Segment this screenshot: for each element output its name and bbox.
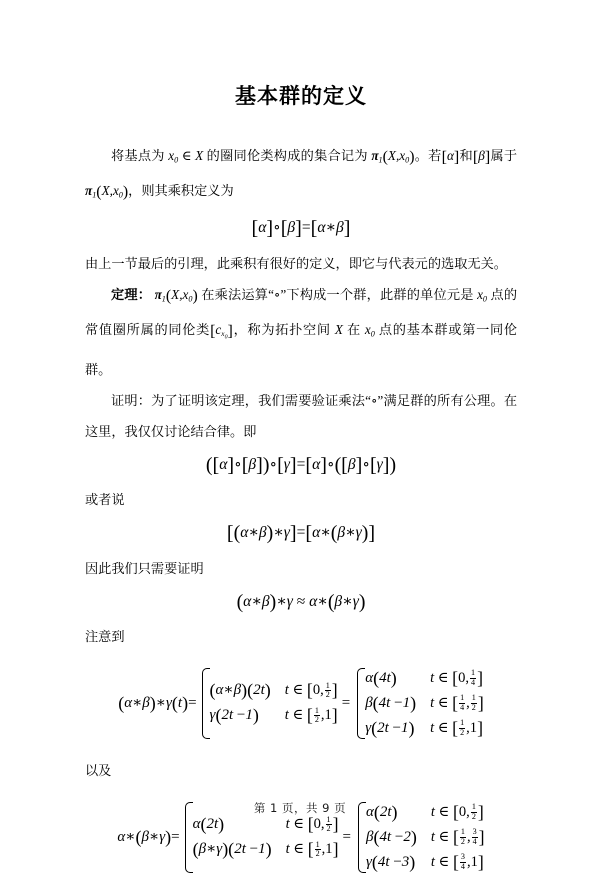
theorem-text-a: 在乘法运算“∘”下构成一个群，此群的单位元是 — [201, 286, 474, 302]
case-condition: t ∈ [0, $\frac{1}{2}$ ] — [284, 680, 338, 701]
brace-icon — [199, 666, 210, 741]
math-alpha-class: [α] — [441, 148, 460, 166]
case-condition: t ∈ [0, $\frac{1}{2}$ ] — [430, 801, 484, 822]
math-pi1-X-x0-2: $\pi_1(X,x_0)$ — [85, 183, 129, 201]
theorem-label: 定理： — [111, 286, 152, 302]
piecewise1-right-cases — [365, 666, 484, 741]
case-condition: t ∈ [ $\frac{1}{2}$ ,1] — [430, 717, 483, 738]
paragraph-note: 注意到 — [85, 628, 125, 644]
math-constant-loop-class: $[c_{x_0}]$ — [210, 321, 233, 341]
paragraph-or: 或者说 — [85, 492, 125, 508]
case-expression: α(2t) — [192, 814, 225, 835]
case-condition: t ∈ [ $\frac{1}{4}$ , $\frac{1}{2}$ ] — [430, 692, 484, 713]
piecewise1-equals: = — [341, 694, 351, 711]
para1-text-e: 属于 — [490, 148, 518, 163]
case-expression: γ(2t −1) — [209, 705, 259, 726]
piecewise2-equals: = — [342, 828, 351, 845]
math-x0-identity: $x_0$ — [477, 286, 488, 303]
math-pi1-X-x0: $\pi_1(X,x_0)$ — [371, 148, 415, 166]
theorem-text-e: 点的基本群或第一同伦群。 — [85, 321, 518, 377]
case-row — [366, 850, 485, 875]
equation-associativity-brackets — [85, 522, 517, 545]
piecewise1-left-cases — [210, 678, 338, 728]
equation-product-definition — [85, 218, 517, 241]
math-x0-in-X: $x_0$ ∈ X — [168, 148, 204, 165]
piecewise2-left-cases — [193, 812, 339, 862]
math-x0-basepoint: $x_0$ — [364, 321, 375, 339]
case-condition: t ∈ [ $\frac{3}{4}$ ,1] — [430, 851, 484, 872]
math-X-space: X — [334, 321, 343, 337]
brace-icon — [354, 666, 365, 741]
case-expression: α(4t) — [365, 667, 397, 688]
equation-2-body: ([α]∘[β])∘[γ]=[α]∘([β]∘[γ]) — [205, 453, 397, 477]
case-row — [365, 691, 484, 716]
case-row — [365, 716, 484, 741]
equation-associativity-classes — [85, 454, 517, 477]
case-condition: t ∈ [0, $\frac{1}{2}$ ] — [285, 814, 339, 835]
para1-text-f: ，则其乘积定义为 — [128, 183, 234, 199]
page-title: 基本群的定义 — [235, 84, 367, 108]
equation-1-body: [α]∘[β]=[α∗β] — [251, 217, 351, 240]
paragraph-definition — [85, 140, 517, 211]
math-beta-class: [β] — [472, 148, 491, 166]
case-expression: (α∗β)(2t) — [209, 680, 271, 701]
case-condition: t ∈ [ $\frac{1}{2}$ , $\frac{3}{4}$ ] — [430, 826, 485, 847]
math-pi1-theorem: $\pi_1(X,x_0)$ — [154, 286, 198, 305]
piecewise1-lead: (α∗β)∗γ(t)= — [118, 692, 197, 713]
page-footer: 第 1 页，共 9 页 — [253, 801, 347, 815]
paragraph-and: 以及 — [85, 762, 112, 778]
equation-4-body: (α∗β)∗γ ≈ α∗(β∗γ) — [236, 590, 366, 613]
case-row — [365, 666, 484, 691]
para1-text-a: 将基点为 — [111, 148, 165, 163]
para1-text-c: 。若 — [414, 148, 442, 163]
case-row — [210, 678, 338, 703]
case-expression: γ(2t −1) — [365, 717, 415, 738]
proof-text: 为了证明该定理，我们需要验证乘法“∘”满足群的所有公理。在这里，我仅仅讨论结合律。即 — [85, 392, 518, 439]
equation-piecewise-left-assoc — [85, 666, 517, 741]
equation-3-body: [(α∗β)∗γ]=[α∗(β∗γ)] — [226, 522, 376, 545]
theorem-text-c: ，称为拓扑空间 — [232, 321, 331, 337]
case-expression: (β∗γ)(2t −1) — [192, 839, 272, 860]
case-condition: t ∈ [ $\frac{1}{2}$ ,1] — [285, 839, 339, 860]
paragraph-therefore: 因此我们只需要证明 — [85, 560, 204, 576]
para1-text-b: 的圈同伦类构成的集合记为 — [206, 148, 368, 163]
page-content — [85, 0, 517, 879]
case-row — [366, 825, 485, 850]
case-expression: β(4t −2) — [365, 826, 417, 847]
piecewise2-lead: α∗(β∗γ)= — [117, 826, 180, 847]
paragraph-proof — [85, 385, 517, 447]
paragraph-welldefined: 由上一节最后的引理，此乘积有很好的定义，即它与代表元的选取无关。 — [85, 255, 507, 271]
case-expression: β(4t −1) — [365, 692, 417, 713]
para1-text-d: 和 — [459, 148, 473, 163]
proof-label: 证明： — [111, 392, 152, 408]
theorem-text-d: 在 — [346, 321, 361, 337]
paragraph-theorem — [85, 279, 517, 385]
case-expression: γ(4t −3) — [365, 851, 416, 872]
case-row — [210, 703, 338, 728]
case-condition: t ∈ [0, $\frac{1}{4}$ ] — [430, 667, 483, 688]
case-condition: t ∈ [ $\frac{1}{2}$ ,1] — [284, 705, 338, 726]
case-expression: α(2t) — [365, 801, 398, 822]
equation-homotopy-equivalence — [85, 591, 517, 614]
theorem-text-b: 点的常值圈所属的同伦类 — [85, 286, 518, 337]
